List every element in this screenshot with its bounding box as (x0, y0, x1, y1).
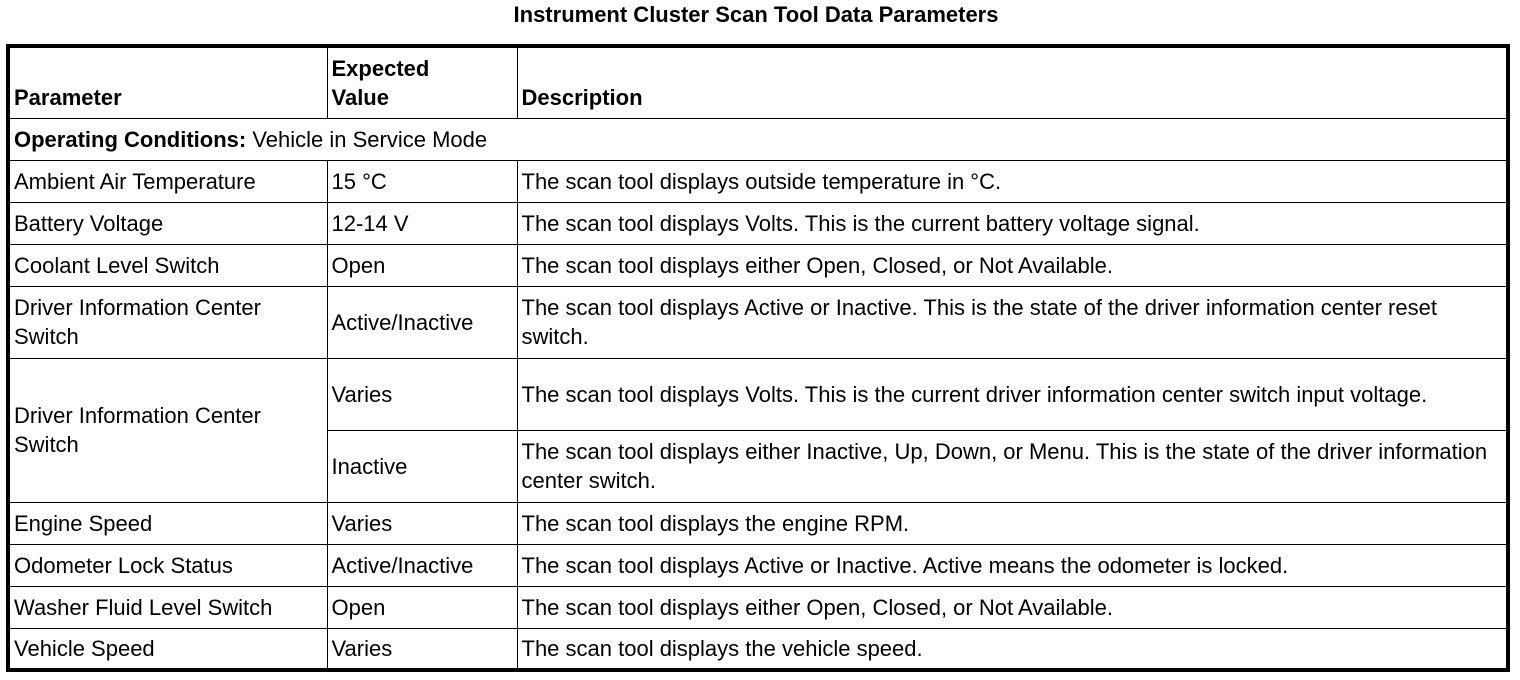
description-cell: The scan tool displays either Inactive, Up, Down, or Menu. This is the state of the driver information center switch. (517, 430, 1508, 502)
table-header-row (8, 46, 1508, 118)
parameter-cell: Coolant Level Switch (8, 244, 327, 286)
scan-tool-data-table (6, 44, 1510, 672)
table-row (8, 286, 1508, 358)
page-title: Instrument Cluster Scan Tool Data Parameters (513, 2, 999, 27)
header-parameter: Parameter (8, 46, 327, 118)
expected-value-cell: Open (327, 586, 517, 628)
description-cell: The scan tool displays the engine RPM. (517, 502, 1508, 544)
table-row (8, 244, 1508, 286)
parameter-cell: Vehicle Speed (8, 628, 327, 670)
expected-value-cell: Active/Inactive (327, 286, 517, 358)
expected-value-cell: Inactive (327, 430, 517, 502)
parameter-cell: Driver Information Center Switch (8, 358, 327, 502)
table-row (8, 586, 1508, 628)
description-cell: The scan tool displays Volts. This is the current driver information center switch input voltage. (517, 358, 1508, 430)
expected-value-cell: Active/Inactive (327, 544, 517, 586)
expected-value-cell: Open (327, 244, 517, 286)
description-cell: The scan tool displays outside temperature in °C. (517, 160, 1508, 202)
description-cell: The scan tool displays either Open, Closed, or Not Available. (517, 244, 1508, 286)
table-row (8, 202, 1508, 244)
table-row (8, 628, 1508, 670)
header-description: Description (517, 46, 1508, 118)
parameter-cell: Engine Speed (8, 502, 327, 544)
parameter-cell: Odometer Lock Status (8, 544, 327, 586)
operating-conditions-label: Operating Conditions: (14, 126, 247, 152)
expected-value-cell: 12-14 V (327, 202, 517, 244)
description-cell: The scan tool displays Volts. This is the current battery voltage signal. (517, 202, 1508, 244)
parameter-cell: Driver Information Center Switch (8, 286, 327, 358)
expected-value-cell: 15 °C (327, 160, 517, 202)
table-row (8, 358, 1508, 430)
expected-value-cell: Varies (327, 358, 517, 430)
description-cell: The scan tool displays Active or Inactive. This is the state of the driver information center reset switch. (517, 286, 1508, 358)
description-cell: The scan tool displays either Open, Closed, or Not Available. (517, 586, 1508, 628)
expected-value-cell: Varies (327, 502, 517, 544)
parameter-cell: Battery Voltage (8, 202, 327, 244)
header-expected-line2: Value (331, 84, 389, 110)
table-row (8, 502, 1508, 544)
header-expected-line1: Expected (331, 55, 430, 81)
parameter-cell: Washer Fluid Level Switch (8, 586, 327, 628)
header-expected-value (327, 46, 517, 118)
description-cell: The scan tool displays the vehicle speed. (517, 628, 1508, 670)
table-row (8, 160, 1508, 202)
parameter-cell: Ambient Air Temperature (8, 160, 327, 202)
table-row (8, 544, 1508, 586)
operating-conditions-cell (8, 118, 1508, 160)
operating-conditions-text: Vehicle in Service Mode (246, 126, 488, 152)
description-cell: The scan tool displays Active or Inactive. Active means the odometer is locked. (517, 544, 1508, 586)
operating-conditions-row (8, 118, 1508, 160)
expected-value-cell: Varies (327, 628, 517, 670)
